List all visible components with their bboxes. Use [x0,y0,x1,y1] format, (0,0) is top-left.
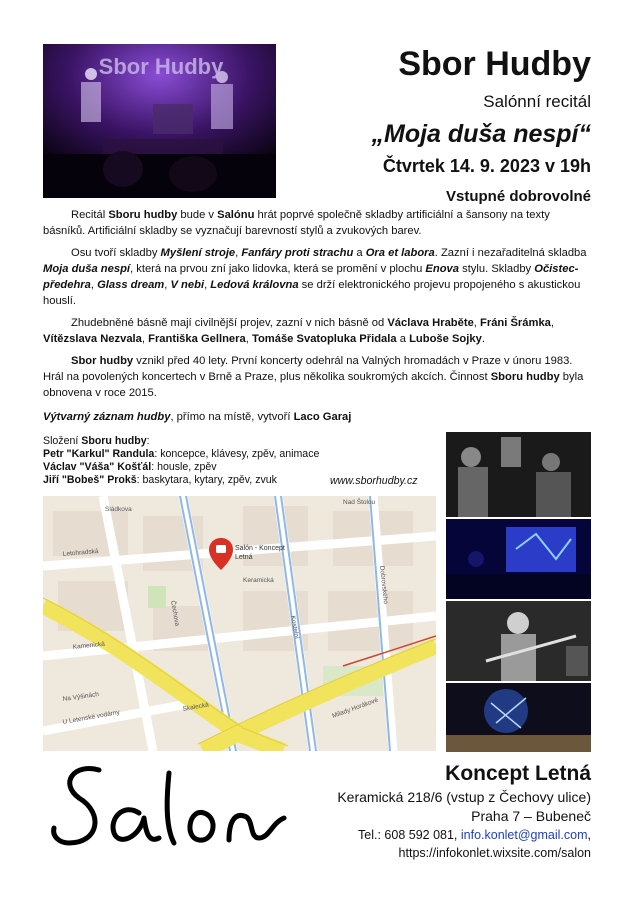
street-label: Na Výšinách [62,690,100,703]
concert-photo [43,44,276,198]
band-photo [446,683,591,752]
member-item: Václav "Váša" Košťál: housle, zpěv [43,461,217,473]
venue-address: Keramická 218/6 (vstup z Čechovy ulice) [337,789,591,805]
paragraph-credit: Výtvarný záznam hudby, přímo na místě, vytvoří Laco Garaj [43,411,352,423]
venue-phone: Tel.: 608 592 081, [358,828,461,842]
member-item: Jiří "Bobeš" Prokš: baskytara, kytary, zpěv, zvuk [43,474,277,486]
street-label: Nad Štolou [343,499,376,506]
member-item: Petr "Karkul" Randula: koncepce, klávesy, zpěv, animace [43,448,320,460]
event-name: „Moja duša nespí“ [371,120,591,148]
place-label: Salón - Koncept [235,545,285,552]
street-label: Letohradská [62,547,99,558]
paragraph-program: Osu tvoří skladby Myšlení stroje, Fanfáry proti strachu a Ora et labora. Zazní i nezařaditelná skladba Moja duša nespí, která na prvou zní jako lidovka, která se promění v plochu Enova stylu. Skladby Očistec-předehra, Glass dream, V nebi, Ledová královna se drží elektronického projevu propojeného s akustickou houslí. [43,247,587,307]
event-description [43,207,593,431]
street-label: Keramická [243,577,274,584]
entry-fee: Vstupné dobrovolné [445,188,591,205]
band-photo [446,601,591,681]
street-label: Sládkova [105,506,132,513]
location-map[interactable] [43,496,436,751]
band-website-link[interactable]: www.sborhudby.cz [330,475,418,487]
banner-text: Sbor Hudby [98,54,224,79]
event-header [281,44,591,208]
street-label: Dobrovského [378,565,389,605]
venue-city: Praha 7 – Bubeneč [471,808,591,824]
place-label: Letná [235,554,253,561]
street-label: Milady Horákové [331,696,380,720]
venue-info [271,760,591,862]
street-label: U Letenské vodárny [62,709,121,726]
salon-logo [44,758,289,868]
venue-name: Koncept Letná [445,762,591,785]
street-label: Čechova [169,600,181,627]
paragraph-poems: Zhudebněné básně mají civilnější projev, zazní v nich básně od Václava Hraběte, Fráni Šrámka, Vítězslava Nezvala, Františka Gellnera, Tomáše Svatopluka Přidala a Luboše Sojky. [43,317,555,345]
paragraph-history: Sbor hudby vznikl před 40 lety. První koncerty odehrál na Valných hromadách v Praze v únoru 1983. Hrál na povolených koncertech v Brně a Praze, plus několika soukromých akcích. Činnost Sboru hudby byla obnovena v roce 2015. [43,355,584,399]
band-photo [446,519,591,599]
event-subtitle: Salónní recitál [483,92,591,111]
page-title: Sbor Hudby [398,45,591,83]
members-heading: Složení Sboru hudby: [43,435,150,447]
event-date: Čtvrtek 14. 9. 2023 v 19h [382,156,591,176]
venue-contact: Tel.: 608 592 081, info.konlet@gmail.com, [358,828,591,842]
band-photo [446,432,591,517]
venue-website-link[interactable]: https://infokonlet.wixsite.com/salon [398,846,591,860]
street-label: Skalecká [182,701,210,713]
venue-email-link[interactable]: info.konlet@gmail.com [460,828,588,842]
paragraph-intro: Recitál Sboru hudby bude v Salónu hrát poprvé společně skladby artificiální a šansony na texty básníků. Artificiální skladby se vyznačují barevností stylů a zvukových barev. [43,209,550,237]
street-label: Kamenická [72,640,106,651]
street-label: Kostelní [289,615,301,640]
